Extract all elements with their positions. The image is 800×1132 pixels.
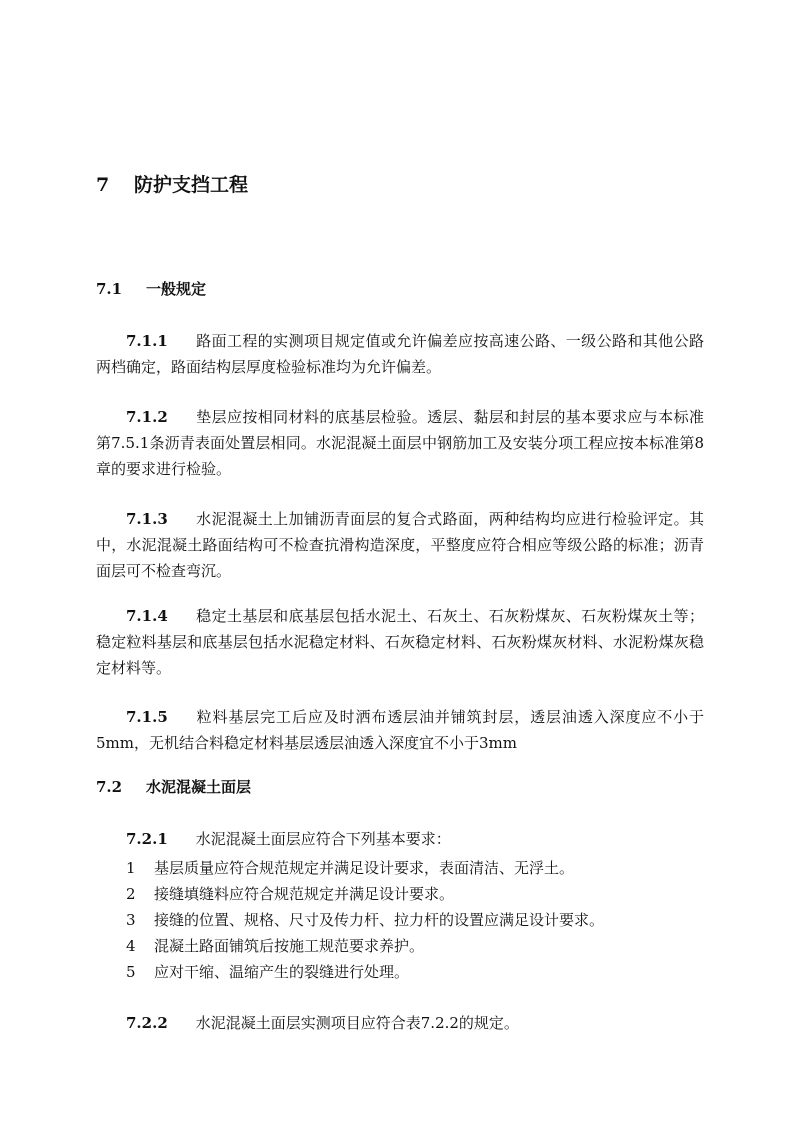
clause-text: 稳定土基层和底基层包括水泥土、石灰土、石灰粉煤灰、石灰粉煤灰土等；稳定粒料基层和底基层包括水泥稳定材料、石灰稳定材料、石灰粉煤灰材料、水泥粉煤灰稳定材料等。 [96, 607, 704, 677]
clause-number: 7.2.2 [126, 1014, 168, 1032]
clause-text: 水泥混凝土面层实测项目应符合表7.2.2的规定。 [195, 1014, 519, 1032]
clause-text: 粒料基层完工后应及时洒布透层油并铺筑封层，透层油透入深度应不小于5mm，无机结合料稳定材料基层透层油透入深度宜不小于3mm [96, 708, 704, 752]
clause-text: 垫层应按相同材料的底基层检验。透层、黏层和封层的基本要求应与本标准第7.5.1条沥青表面处置层相同。水泥混凝土面层中钢筋加工及安装分项工程应按本标准第8章的要求进行检验。 [96, 408, 704, 478]
clause-7-1-1 [96, 328, 704, 380]
chapter-number: 7 [96, 174, 110, 196]
clause-text: 水泥混凝土上加铺沥青面层的复合式路面，两种结构均应进行检验评定。其中，水泥混凝土路面结构可不检查抗滑构造深度，平整度应符合相应等级公路的标准；沥青面层可不检查弯沉。 [96, 510, 704, 580]
clause-7-1-2 [96, 404, 704, 482]
section-heading-7-2 [96, 776, 251, 797]
clause-number: 7.1.4 [126, 607, 168, 625]
clause-7-2-1 [96, 826, 704, 852]
chapter-heading [96, 170, 248, 197]
list-item [126, 960, 409, 984]
section-title: 一般规定 [146, 280, 207, 298]
list-item [126, 908, 604, 932]
list-item-number: 2 [126, 885, 136, 903]
clause-7-1-5 [96, 704, 704, 756]
list-item-text: 接缝填缝料应符合规范规定并满足设计要求。 [154, 885, 455, 903]
clause-number: 7.2.1 [126, 830, 168, 848]
list-item-text: 接缝的位置、规格、尺寸及传力杆、拉力杆的设置应满足设计要求。 [154, 911, 605, 929]
section-number: 7.1 [96, 280, 123, 298]
clause-text: 水泥混凝土面层应符合下列基本要求： [195, 830, 451, 848]
clause-7-1-4 [96, 603, 704, 681]
list-item [126, 856, 574, 880]
list-item [126, 934, 424, 958]
list-item-text: 混凝土路面铺筑后按施工规范要求养护。 [154, 937, 425, 955]
list-item-number: 5 [126, 963, 136, 981]
section-heading-7-1 [96, 278, 206, 299]
clause-7-1-3 [96, 506, 704, 584]
clause-number: 7.1.5 [126, 708, 168, 726]
list-item-number: 1 [126, 859, 136, 877]
section-title: 水泥混凝土面层 [146, 778, 252, 796]
list-item [126, 882, 454, 906]
clause-text: 路面工程的实测项目规定值或允许偏差应按高速公路、一级公路和其他公路两档确定，路面结构层厚度检验标准均为允许偏差。 [96, 332, 704, 376]
list-item-number: 4 [126, 937, 136, 955]
clause-number: 7.1.2 [126, 408, 168, 426]
list-item-text: 基层质量应符合规范规定并满足设计要求，表面清洁、无浮土。 [154, 859, 575, 877]
chapter-title: 防护支挡工程 [134, 174, 249, 196]
section-number: 7.2 [96, 778, 123, 796]
clause-7-2-2 [96, 1010, 704, 1036]
clause-number: 7.1.1 [126, 332, 168, 350]
list-item-text: 应对干缩、温缩产生的裂缝进行处理。 [154, 963, 410, 981]
list-item-number: 3 [126, 911, 136, 929]
clause-number: 7.1.3 [126, 510, 168, 528]
